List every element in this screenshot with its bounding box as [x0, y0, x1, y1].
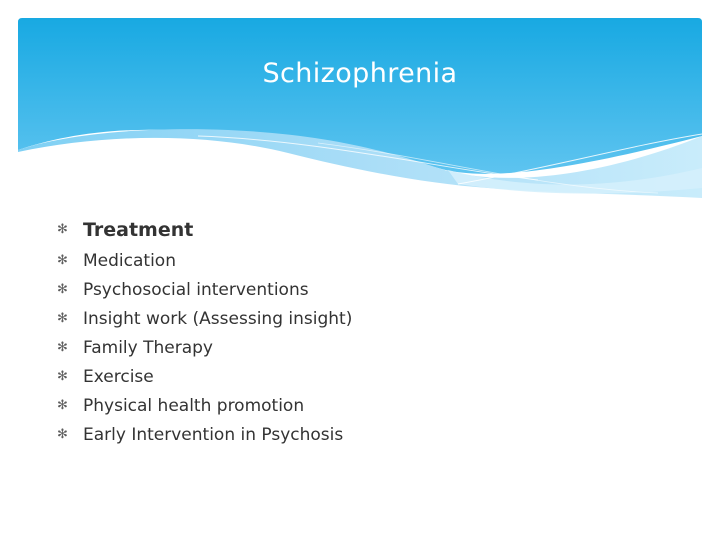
- list-item-text: Treatment: [83, 218, 194, 241]
- asterisk-bullet-icon: ✻: [57, 253, 68, 268]
- list-item: [57, 304, 677, 333]
- list-item: [57, 362, 677, 391]
- asterisk-bullet-icon: ✻: [57, 427, 68, 442]
- asterisk-bullet-icon: ✻: [57, 340, 68, 355]
- list-item-text: Physical health promotion: [83, 395, 305, 416]
- asterisk-bullet-icon: ✻: [57, 398, 68, 413]
- list-item: [57, 246, 677, 275]
- list-item: [57, 420, 677, 449]
- list-item: [57, 391, 677, 420]
- asterisk-bullet-icon: ✻: [57, 222, 68, 237]
- list-item: [57, 275, 677, 304]
- list-item-text: Insight work (Assessing insight): [83, 308, 353, 329]
- list-item-text: Exercise: [83, 366, 154, 387]
- list-item-text: Early Intervention in Psychosis: [83, 424, 344, 445]
- list-item: [57, 333, 677, 362]
- asterisk-bullet-icon: ✻: [57, 282, 68, 297]
- asterisk-bullet-icon: ✻: [57, 311, 68, 326]
- header-banner: [18, 18, 702, 208]
- list-item-text: Medication: [83, 250, 176, 271]
- list-item-text: Family Therapy: [83, 337, 213, 358]
- list-item: [57, 214, 677, 245]
- slide-title: Schizophrenia: [262, 58, 458, 89]
- list-item-text: Psychosocial interventions: [83, 279, 309, 300]
- bullet-list: [57, 214, 677, 449]
- asterisk-bullet-icon: ✻: [57, 369, 68, 384]
- header-wave-graphic: [18, 18, 702, 208]
